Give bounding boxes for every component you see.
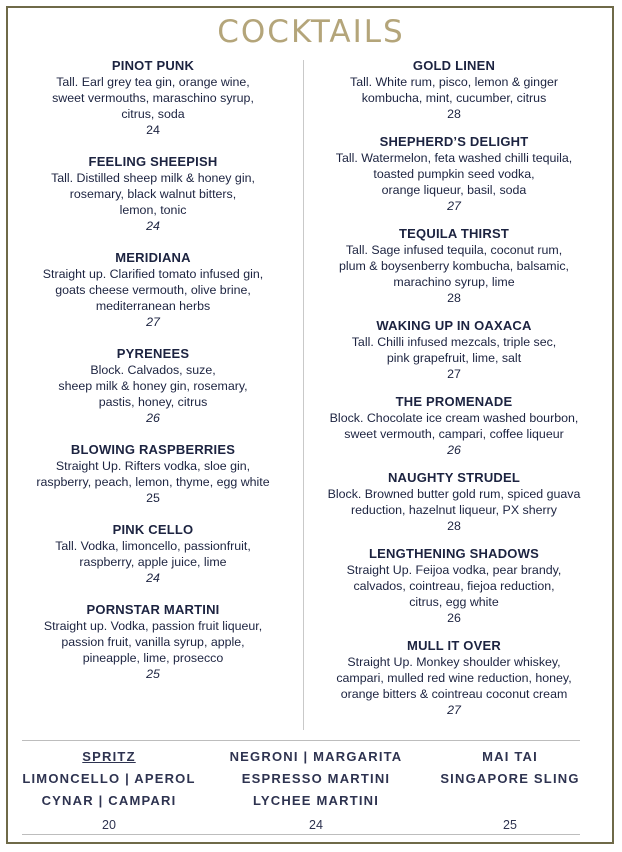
- cocktail-item: [308, 546, 600, 626]
- cocktail-description: Tall. Watermelon, feta washed chilli tequila, toasted pumpkin seed vodka, orange liqueur, basil, soda: [335, 151, 573, 197]
- classics-line-1: NEGRONI | MARGARITA: [229, 749, 403, 764]
- cocktail-price: 27: [146, 315, 160, 329]
- cocktail-name: PORNSTAR MARTINI: [86, 602, 220, 617]
- cocktail-description: Straight Up. Feijoa vodka, pear brandy, calvados, cointreau, fiejoa reduction, citrus, egg white: [346, 563, 562, 609]
- cocktail-name: WAKING UP IN OAXACA: [376, 318, 532, 333]
- cocktail-name: LENGTHENING SHADOWS: [369, 546, 539, 561]
- cocktail-price: 28: [447, 519, 461, 533]
- spritz-price: 20: [102, 818, 116, 832]
- cocktail-price: 28: [447, 291, 461, 305]
- classics-price: 24: [309, 818, 323, 832]
- cocktail-item: [308, 394, 600, 458]
- cocktail-item: [308, 318, 600, 382]
- cocktail-price: 26: [447, 443, 461, 457]
- cocktail-item: [308, 134, 600, 214]
- cocktail-item: [8, 154, 298, 234]
- cocktail-item: [8, 346, 298, 426]
- cocktail-name: THE PROMENADE: [395, 394, 513, 409]
- cocktail-price: 26: [447, 611, 461, 625]
- cocktail-description: Tall. Vodka, limoncello, passionfruit, raspberry, apple juice, lime: [55, 539, 251, 569]
- tiki-price: 25: [503, 818, 517, 832]
- tiki-section: [420, 746, 600, 836]
- top-rule: [22, 740, 580, 741]
- cocktail-price: 26: [146, 411, 160, 425]
- cocktail-name: TEQUILA THIRST: [399, 226, 509, 241]
- cocktail-description: Block. Chocolate ice cream washed bourbon, sweet vermouth, campari, coffee liqueur: [329, 411, 579, 441]
- cocktail-price: 25: [146, 491, 160, 505]
- cocktail-price: 27: [447, 703, 461, 717]
- cocktail-description: Tall. White rum, pisco, lemon & ginger kombucha, mint, cucumber, citrus: [350, 75, 558, 105]
- cocktail-description: Straight Up. Rifters vodka, sloe gin, raspberry, peach, lemon, thyme, egg white: [36, 459, 270, 489]
- cocktail-description: Straight up. Vodka, passion fruit liqueur, passion fruit, vanilla syrup, apple, pineapple, lime, prosecco: [43, 619, 263, 665]
- cocktail-item: [308, 226, 600, 306]
- tiki-line-1: MAI TAI: [482, 749, 538, 764]
- cocktail-description: Tall. Chilli infused mezcals, triple sec, pink grapefruit, lime, salt: [351, 335, 557, 365]
- cocktail-item: [308, 470, 600, 534]
- cocktail-description: Straight Up. Monkey shoulder whiskey, campari, mulled red wine reduction, honey, orange bitters & cointreau coconut cream: [336, 655, 572, 701]
- cocktail-description: Tall. Earl grey tea gin, orange wine, sweet vermouths, maraschino syrup, citrus, soda: [52, 75, 254, 121]
- page-title: COCKTAILS: [217, 14, 405, 50]
- cocktail-description: Straight up. Clarified tomato infused gin, goats cheese vermouth, olive brine, mediterranean herbs: [42, 267, 264, 313]
- cocktail-price: 24: [146, 123, 160, 137]
- cocktail-description: Tall. Sage infused tequila, coconut rum, plum & boysenberry kombucha, balsamic, marachino syrup, lime: [338, 243, 570, 289]
- cocktail-name: NAUGHTY STRUDEL: [387, 470, 521, 485]
- cocktail-price: 28: [447, 107, 461, 121]
- cocktail-item: [8, 602, 298, 682]
- classics-line-2: ESPRESSO MARTINI: [241, 771, 391, 786]
- right-column: [308, 58, 600, 730]
- cocktail-item: [8, 522, 298, 586]
- cocktail-item: [8, 250, 298, 330]
- classics-section: [214, 746, 418, 836]
- left-column: [8, 58, 298, 698]
- cocktail-name: BLOWING RASPBERRIES: [70, 442, 236, 457]
- cocktail-name: FEELING SHEEPISH: [88, 154, 218, 169]
- cocktail-item: [308, 58, 600, 122]
- spritz-line-2: CYNAR | CAMPARI: [41, 793, 177, 808]
- cocktail-price: 27: [447, 199, 461, 213]
- cocktail-description: Block. Browned butter gold rum, spiced guava reduction, hazelnut liqueur, PX sherry: [327, 487, 581, 517]
- bottom-rule: [22, 834, 580, 835]
- spritz-line-1: LIMONCELLO | APEROL: [22, 771, 196, 786]
- cocktail-name: MERIDIANA: [115, 250, 191, 265]
- cocktail-price: 24: [146, 219, 160, 233]
- cocktail-name: SHEPHERD’S DELIGHT: [379, 134, 529, 149]
- cocktail-name: PINOT PUNK: [111, 58, 195, 73]
- cocktail-item: [8, 58, 298, 138]
- cocktail-name: GOLD LINEN: [412, 58, 496, 73]
- cocktail-price: 24: [146, 571, 160, 585]
- cocktail-name: MULL IT OVER: [407, 638, 501, 653]
- column-divider: [303, 60, 304, 730]
- classics-line-3: LYCHEE MARTINI: [252, 793, 380, 808]
- cocktail-name: PYRENEES: [116, 346, 190, 361]
- tiki-line-2: SINGAPORE SLING: [440, 771, 580, 786]
- cocktail-item: [8, 442, 298, 506]
- cocktail-item: [308, 638, 600, 718]
- cocktail-price: 27: [447, 367, 461, 381]
- cocktail-description: Tall. Distilled sheep milk & honey gin, rosemary, black walnut bitters, lemon, tonic: [51, 171, 255, 217]
- spritz-section: [14, 746, 204, 836]
- cocktail-description: Block. Calvados, suze, sheep milk & honey gin, rosemary, pastis, honey, citrus: [58, 363, 248, 409]
- cocktail-name: PINK CELLO: [112, 522, 194, 537]
- cocktail-price: 25: [146, 667, 160, 681]
- spritz-heading: SPRITZ: [82, 749, 136, 764]
